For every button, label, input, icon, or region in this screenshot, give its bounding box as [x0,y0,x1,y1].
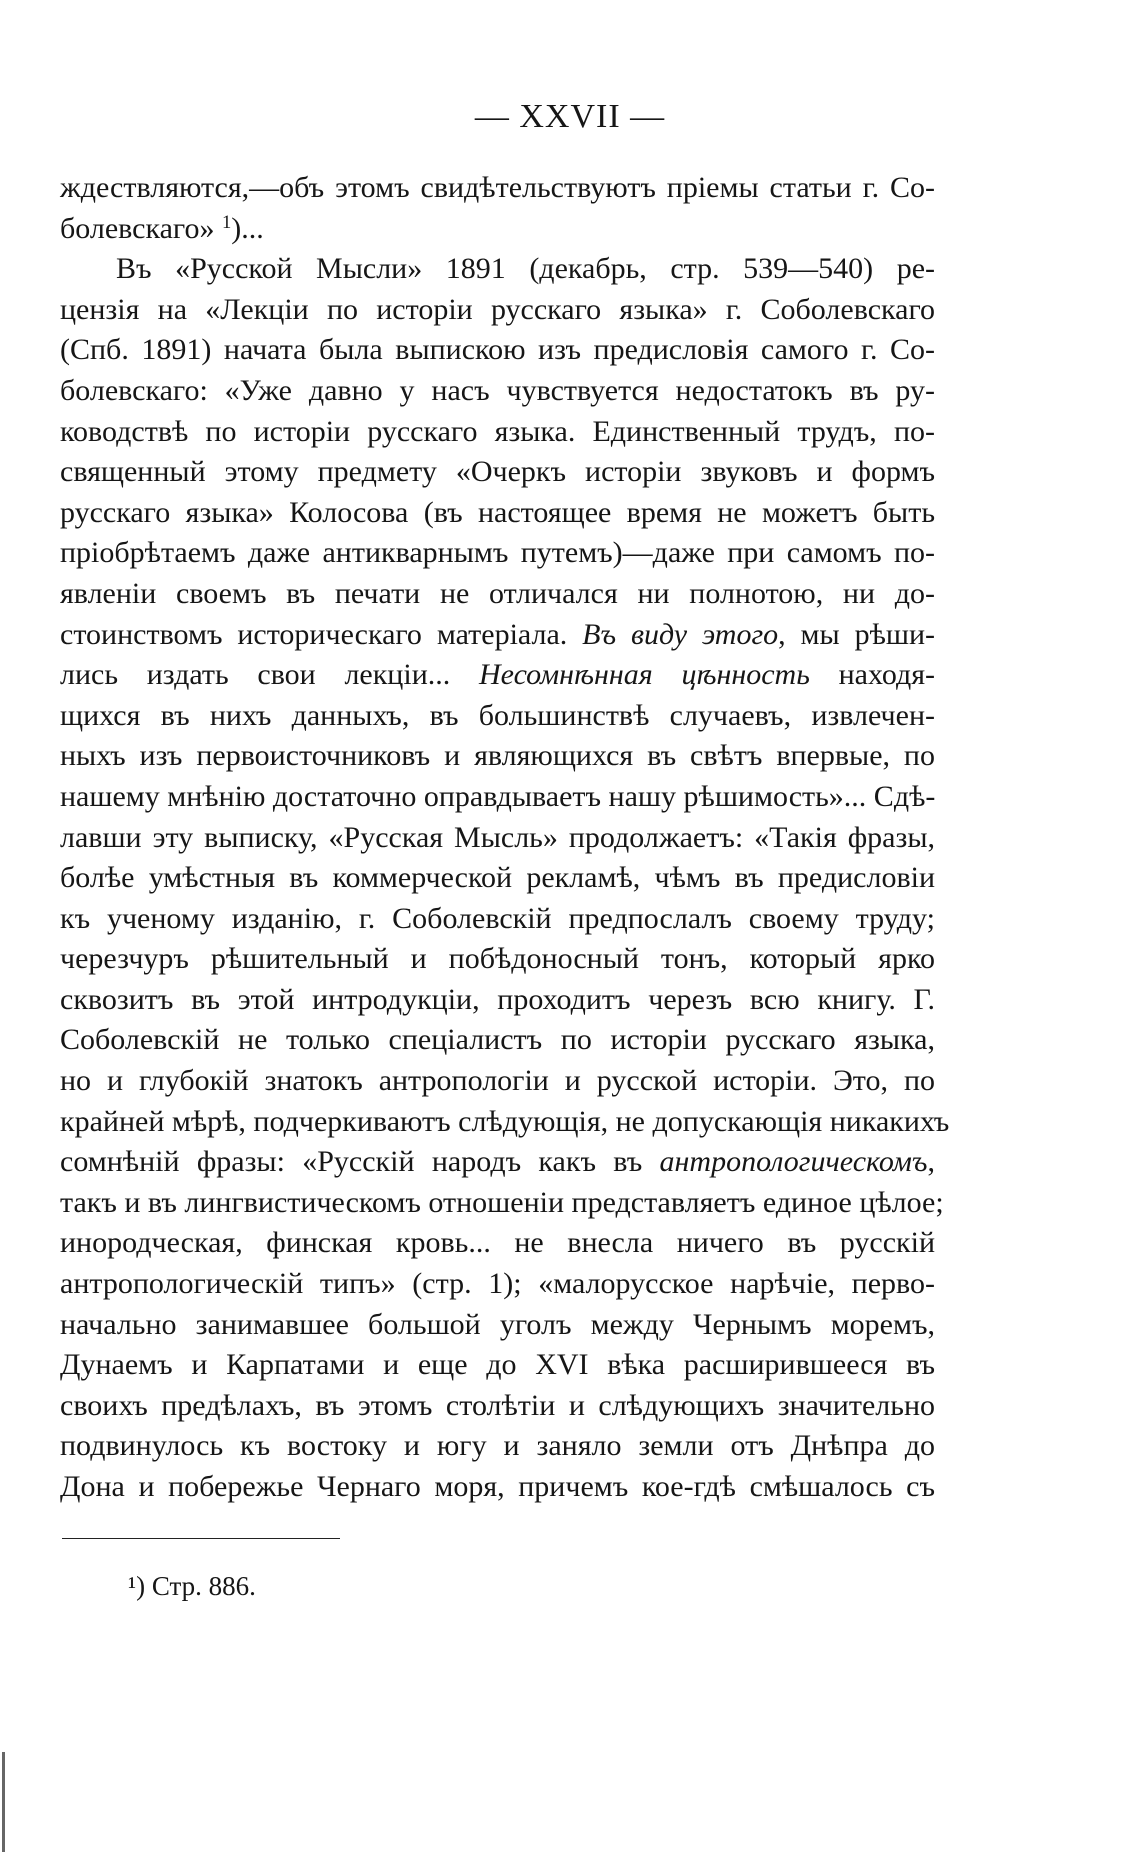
text-line: черезчуръ рѣшительный и побѣдоносный тонъ, который ярко [60,942,935,976]
text-line: щихся въ нихъ данныхъ, въ большинствѣ случаевъ, извлечен- [60,698,935,732]
paragraph-main [60,249,950,1507]
scan-edge-mark [2,1752,5,1852]
text-line: начально занимавшее большой уголъ между Чернымъ моремъ, [60,1307,935,1341]
text-line: антропологическій типъ» (стр. 1); «малорусское нарѣчіе, перво- [60,1267,935,1301]
text-line: Соболевскій не только спеціалистъ по исторіи русскаго языка, [60,1023,935,1057]
text-line: нашему мнѣнію достаточно оправдываетъ нашу рѣшимость»... Сдѣ- [60,779,936,813]
italic-phrase: Въ виду этого [582,617,779,651]
text-line: явленіи своемъ въ печати не отличался ни полнотою, ни до- [60,576,935,610]
italic-phrase: антропологическомъ [659,1145,928,1179]
text-line: лись издать свои лекціи... Несомнѣнная цѣнность находя- [60,658,936,692]
text-line: къ ученому изданію, г. Соболевскій предпослалъ своему труду; [60,901,935,935]
text-line: подвинулось къ востоку и югу и заняло земли отъ Днѣпра до [60,1429,935,1463]
text-line: русскаго языка» Колосова (въ настоящее время не можетъ быть [60,495,935,529]
text-line: лавши эту выписку, «Русская Мысль» продолжаетъ: «Такія фразы, [60,820,935,854]
text-line: ныхъ изъ первоисточниковъ и являющихся въ свѣтъ впервые, по [60,739,935,773]
footnote-reference: 1 [221,211,232,233]
text-line: Дунаемъ и Карпатами и еще до XVI вѣка расширившееся въ [60,1348,935,1382]
text-line: но и глубокій знатокъ антропологіи и русской исторіи. Это, по [60,1064,935,1098]
text-line: сквозитъ въ этой интродукціи, проходитъ черезъ всю книгу. Г. [60,982,935,1016]
page-number-header: — XXVII — [474,98,666,135]
text-line: крайней мѣрѣ, подчеркиваютъ слѣдующія, не допускающія никакихъ [60,1104,950,1138]
footnote-text: Стр. 886. [151,1571,256,1601]
footnote [128,1568,256,1604]
text-line: цензія на «Лекціи по исторіи русскаго языка» г. Соболевскаго [60,292,935,326]
text-line: болевскаго: «Уже давно у насъ чувствуется недостатокъ въ ру- [60,373,935,407]
text-line: своихъ предѣлахъ, въ этомъ столѣтіи и слѣдующихъ значительно [60,1388,935,1422]
text-line: болевскаго» $^1$)... [60,211,264,245]
paragraph-continuation [60,168,935,249]
body-text [60,168,950,1508]
text-line: ководствѣ по исторіи русскаго языка. Единственный трудъ, по- [60,414,935,448]
italic-phrase: Несомнѣнная цѣнность [478,658,810,692]
text-line: (Спб. 1891) начата была выпискою изъ предисловія самого г. Со- [60,333,935,367]
text-line: священный этому предмету «Очеркъ исторіи звуковъ и формъ [60,455,935,489]
text-line: инородческая, финская кровь... не внесла ничего въ русскій [60,1226,935,1260]
text-line: Въ «Русской Мысли» 1891 (декабрь, стр. 539—540) ре- [116,252,935,286]
text-line: такъ и въ лингвистическомъ отношеніи представляетъ единое цѣлое; [60,1185,944,1219]
footnote-marker: ¹) [128,1571,146,1601]
text-line: сомнѣній фразы: «Русскій народъ какъ въ антропологическомъ, [60,1145,935,1179]
text-line: болѣе умѣстныя въ коммерческой рекламѣ, чѣмъ въ предисловіи [60,861,935,895]
text-line: пріобрѣтаемъ даже антикварнымъ путемъ)—даже при самомъ по- [60,536,935,570]
text-line: стоинствомъ историческаго матеріала. Въ виду этого, мы рѣши- [60,617,936,651]
text-line: Дона и побережье Чернаго моря, причемъ кое-гдѣ смѣшалось съ [60,1470,935,1503]
footnote-divider [62,1538,340,1539]
text-line: ждествляются,—объ этомъ свидѣтельствуютъ пріемы статьи г. Со- [60,171,935,204]
